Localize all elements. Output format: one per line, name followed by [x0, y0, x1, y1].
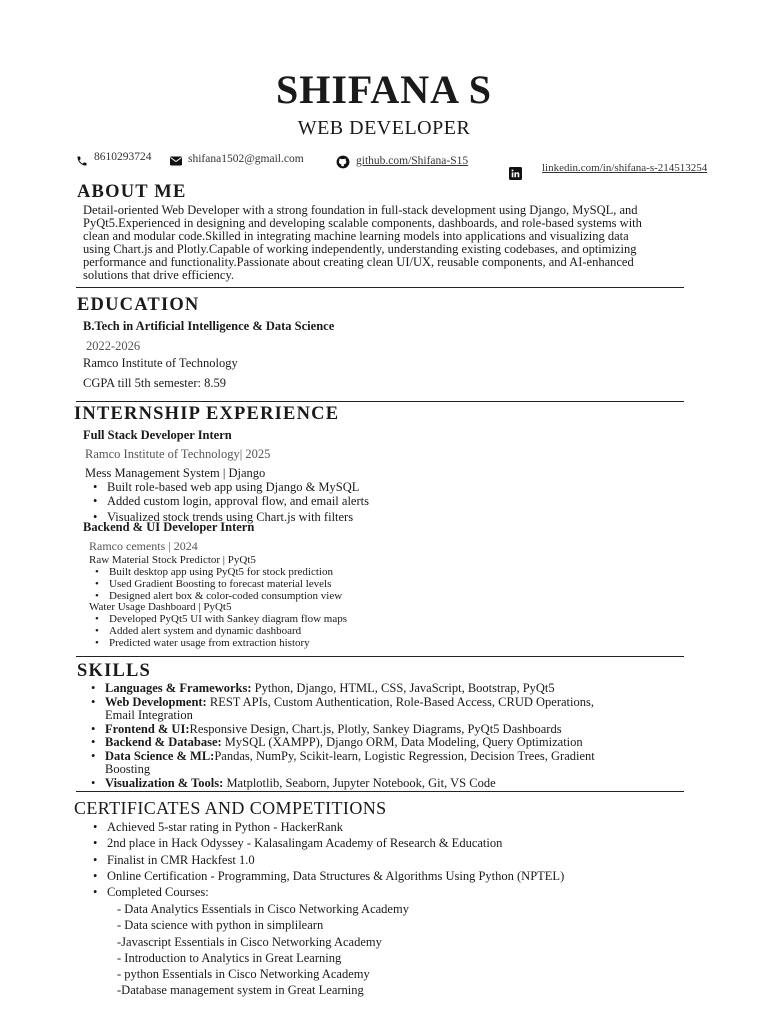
- course-item: - Data science with python in simplilearn: [117, 918, 324, 933]
- skill-text: Boosting: [105, 762, 151, 776]
- list-item: • Finalist in CMR Hackfest 1.0: [89, 852, 564, 868]
- skill-item: [87, 777, 687, 791]
- role-title: Backend & UI Developer Intern: [83, 520, 255, 534]
- phone-number[interactable]: 8610293724: [94, 151, 152, 163]
- list-item: • 2nd place in Hack Odyssey - Kalasalingam Academy of Research & Education: [89, 835, 564, 851]
- list-item: • Built role-based web app using Django & MySQL: [89, 480, 369, 494]
- github-link[interactable]: github.com/Shifana-S15: [356, 155, 469, 167]
- list-item: • Built desktop app using PyQt5 for stock prediction: [91, 566, 342, 578]
- project-points: [89, 480, 369, 524]
- section-divider: [76, 791, 684, 792]
- education-years: 2022-2026: [86, 339, 141, 353]
- internship-heading: INTERNSHIP EXPERIENCE: [74, 404, 340, 424]
- role-organization: Ramco Institute of Technology| 2025: [85, 447, 271, 461]
- skill-item: [87, 682, 687, 696]
- degree-name: B.Tech in Artificial Intelligence & Data Science: [83, 319, 335, 333]
- skill-text: Matplotlib, Seaborn, Jupyter Notebook, Git, VS Code: [223, 775, 496, 790]
- project-name: Water Usage Dashboard | PyQt5: [89, 601, 232, 613]
- list-item: • Added alert system and dynamic dashboard: [91, 625, 347, 637]
- about-line: PyQt5.Experienced in designing and developing scalable components, dashboards, and role-based systems with: [83, 216, 642, 230]
- linkedin-contact: [509, 155, 707, 180]
- skill-item: [87, 750, 687, 777]
- list-item: • Predicted water usage from extraction history: [91, 637, 347, 649]
- email-contact: [170, 155, 304, 167]
- skill-label: Web Development:: [105, 694, 207, 709]
- skill-text: MySQL (XAMPP), Django ORM, Data Modeling, Query Optimization: [221, 735, 583, 749]
- about-line: solutions that drive efficiency.: [83, 268, 235, 282]
- skill-text: Pandas, NumPy, Scikit-learn, Logistic Regression, Decision Trees, Gradient: [214, 748, 595, 763]
- project-points: [91, 613, 347, 649]
- phone-contact: [76, 151, 152, 167]
- courses-list: [117, 901, 409, 999]
- job-title: WEB DEVELOPER: [297, 117, 471, 139]
- section-divider: [76, 401, 684, 402]
- skill-text: Python, Django, HTML, CSS, JavaScript, Bootstrap, PyQt5: [251, 681, 555, 695]
- institute-name: Ramco Institute of Technology: [83, 356, 238, 370]
- list-item: • Added custom login, approval flow, and email alerts: [89, 494, 369, 508]
- github-contact: [336, 155, 468, 169]
- skill-label: Visualization & Tools:: [105, 775, 224, 790]
- course-item: - Data Analytics Essentials in Cisco Networking Academy: [117, 902, 409, 916]
- role-title: Full Stack Developer Intern: [83, 428, 232, 442]
- about-line: performance and functionality.Passionate about creating clean UI/UX, reusable components, and AI-enhanced: [83, 255, 634, 269]
- skills-heading: SKILLS: [77, 661, 152, 681]
- list-item: • Developed PyQt5 UI with Sankey diagram flow maps: [91, 613, 347, 625]
- project-name: Raw Material Stock Predictor | PyQt5: [89, 554, 256, 566]
- list-item: • Completed Courses:: [89, 884, 564, 900]
- list-item: • Achieved 5-star rating in Python - HackerRank: [89, 819, 564, 835]
- skill-label: Data Science & ML:: [105, 748, 215, 763]
- about-line: using Chart.js and Plotly.Capable of working independently, understanding existing codebases, and optimizing: [83, 242, 637, 256]
- phone-icon: [76, 155, 88, 167]
- education-heading: EDUCATION: [77, 295, 200, 315]
- email-address[interactable]: shifana1502@gmail.com: [188, 153, 304, 165]
- course-item: -Javascript Essentials in Cisco Networking Academy: [117, 934, 382, 949]
- skill-label: Frontend & UI:: [105, 721, 190, 736]
- certificates-heading: CERTIFICATES AND COMPETITIONS: [74, 798, 387, 818]
- course-item: - python Essentials in Cisco Networking Academy: [117, 967, 370, 982]
- course-item: -Database management system in Great Learning: [117, 983, 364, 998]
- project-name: Mess Management System | Django: [85, 466, 266, 480]
- cgpa: CGPA till 5th semester: 8.59: [83, 376, 226, 390]
- skill-item: [87, 723, 687, 737]
- skill-text: Email Integration: [105, 708, 193, 722]
- mail-icon: [170, 156, 182, 166]
- github-icon: [336, 155, 350, 169]
- skill-label: Languages & Frameworks:: [105, 681, 252, 695]
- about-paragraph: [83, 204, 693, 282]
- skill-text: Responsive Design, Chart.js, Plotly, Sankey Diagrams, PyQt5 Dashboards: [189, 721, 562, 736]
- about-line: clean and modular code.Skilled in integrating machine learning models into applications and visualizing data: [83, 229, 629, 243]
- list-item: • Online Certification - Programming, Data Structures & Algorithms Using Python (NPTEL): [89, 868, 564, 884]
- certificates-list: [89, 819, 564, 900]
- linkedin-link[interactable]: linkedin.com/in/shifana-s-214513254: [542, 161, 708, 174]
- skill-item: [87, 696, 687, 723]
- linkedin-icon: [509, 167, 522, 180]
- about-heading: ABOUT ME: [77, 182, 187, 202]
- skill-text: REST APIs, Custom Authentication, Role-Based Access, CRUD Operations,: [206, 694, 594, 709]
- list-item: • Visualized stock trends using Chart.js with filters: [89, 510, 369, 524]
- skills-list: [87, 682, 687, 790]
- section-divider: [76, 656, 684, 657]
- project-points: [91, 566, 342, 602]
- skill-item: [87, 736, 687, 750]
- about-line: Detail-oriented Web Developer with a strong foundation in full-stack development using Django, MySQL, and: [83, 203, 638, 217]
- list-item: • Designed alert box & color-coded consumption view: [91, 590, 342, 602]
- candidate-name: SHIFANA S: [275, 67, 493, 112]
- course-item: - Introduction to Analytics in Great Learning: [117, 950, 342, 965]
- list-item: • Used Gradient Boosting to forecast material levels: [91, 578, 342, 590]
- skill-label: Backend & Database:: [105, 735, 222, 749]
- role-organization: Ramco cements | 2024: [89, 539, 198, 553]
- section-divider: [76, 287, 684, 288]
